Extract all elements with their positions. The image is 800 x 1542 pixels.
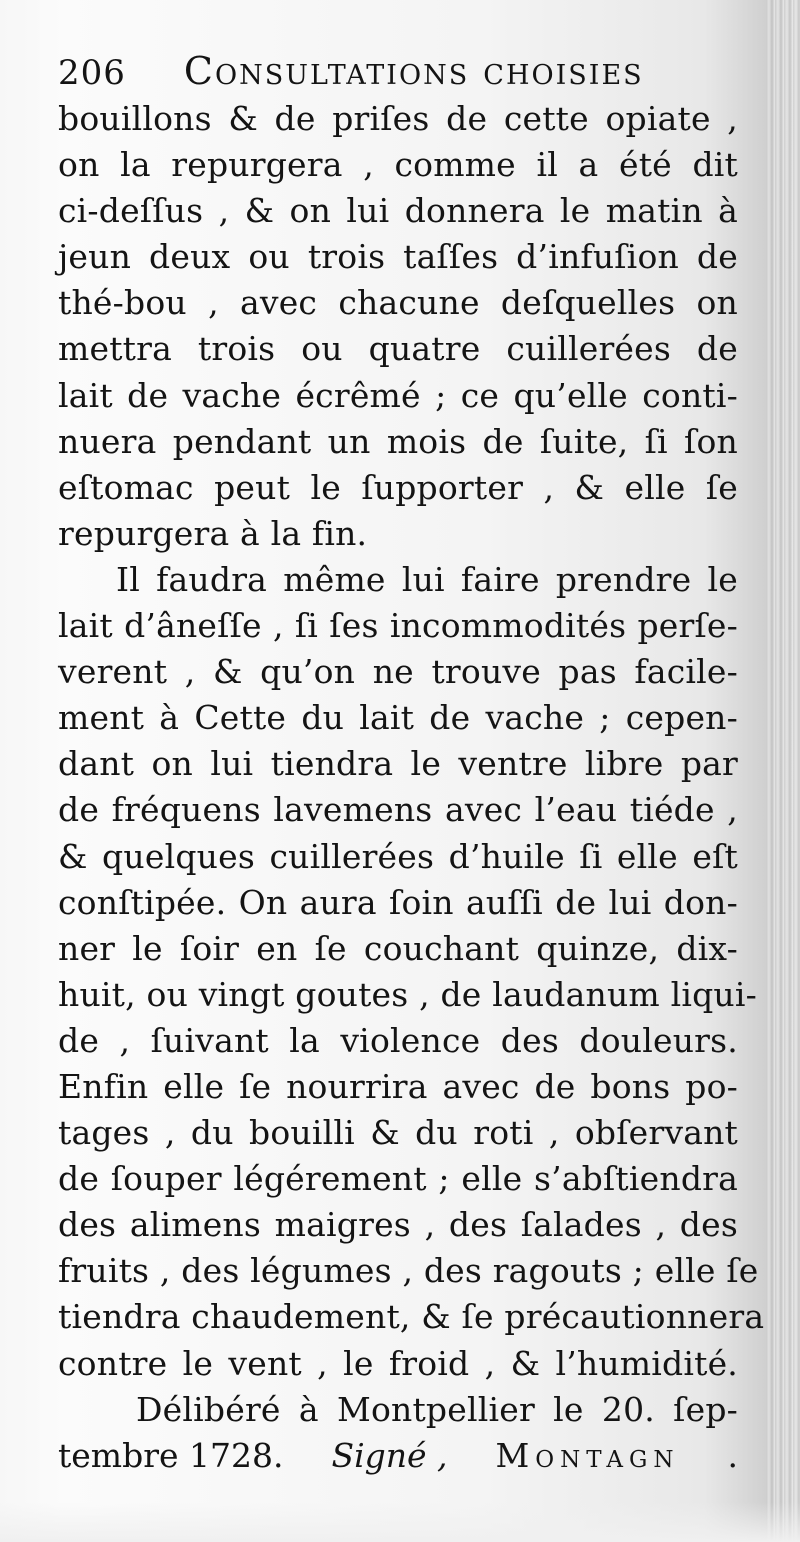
- page-number: 206: [58, 53, 126, 93]
- text-line: jeun deux ou trois taſſes d’infuſion de: [58, 237, 738, 277]
- text-line: de ſouper légérement ; elle s’abſtiendra: [58, 1159, 738, 1199]
- text-line: nuera pendant un mois de ſuite, ſi ſon: [58, 421, 738, 461]
- text-line: conſtipée. On aura ſoin auſſi de lui don-: [58, 882, 738, 922]
- text-line: contre le vent , le froid , & l’humidité.: [58, 1343, 738, 1383]
- text-line: lait d’âneſſe , ſi ſes incommodités perſe-: [58, 606, 738, 646]
- text-line: de , ſuivant la violence des douleurs.: [58, 1020, 738, 1060]
- text-line: ci-deſſus , & on lui donnera le matin à: [58, 191, 738, 231]
- text-line: bouillons & de priſes de cette opiate ,: [58, 99, 738, 138]
- text-line: thé-bou , avec chacune deſquelles on: [58, 283, 738, 323]
- date-text: tembre 1728.: [58, 1435, 284, 1475]
- text-line: eſtomac peut le ſupporter , & elle ſe: [58, 467, 738, 507]
- text-line: lait de vache écrêmé ; ce qu’elle conti-: [58, 375, 738, 415]
- page-bottom-edge: [0, 1502, 800, 1542]
- trailing-period: .: [727, 1435, 738, 1475]
- book-page: [58, 46, 765, 1479]
- running-head: [58, 46, 738, 96]
- signature-line: [58, 1433, 738, 1479]
- text-line: Enfin elle ſe nourrira avec de bons po-: [58, 1066, 738, 1106]
- signe-label: Signé ,: [331, 1435, 448, 1475]
- text-line: des alimens maigres , des ſalades , des: [58, 1205, 738, 1245]
- text-line: verent , & qu’on ne trouve pas facile-: [58, 652, 738, 692]
- paragraph-start-line: Il faudra même lui faire prendre le: [116, 559, 738, 599]
- text-line: tiendra chaudement, & ſe précautionnera: [58, 1297, 765, 1337]
- text-line: fruits , des légumes , des ragouts ; elle ſe: [58, 1251, 759, 1291]
- text-line: dant on lui tiendra le ventre libre par: [58, 744, 738, 784]
- text-line: huit, ou vingt goutes , de laudanum liqui-: [58, 974, 757, 1014]
- body-text: [58, 96, 765, 1479]
- signatory-name: Montagn: [495, 1435, 680, 1475]
- text-line: mettra trois ou quatre cuillerées de: [58, 329, 738, 369]
- text-line: ner le ſoir en ſe couchant quinze, dix-: [58, 928, 738, 968]
- text-line: & quelques cuillerées d’huile ſi elle eſt: [58, 836, 738, 876]
- book-gutter: [766, 0, 800, 1542]
- text-line: de fréquens lavemens avec l’eau tiéde ,: [58, 790, 738, 830]
- running-title: Consultations choisies: [183, 49, 644, 93]
- paragraph-start-line: Délibéré à Montpellier le 20. ſep-: [136, 1389, 738, 1429]
- text-line: tages , du bouilli & du roti , obſervant: [58, 1113, 738, 1153]
- text-line: ment à Cette du lait de vache ; cepen-: [58, 698, 738, 738]
- paragraph-end-line: repurgera à la fin.: [58, 513, 368, 553]
- text-line: on la repurgera , comme il a été dit: [58, 145, 738, 185]
